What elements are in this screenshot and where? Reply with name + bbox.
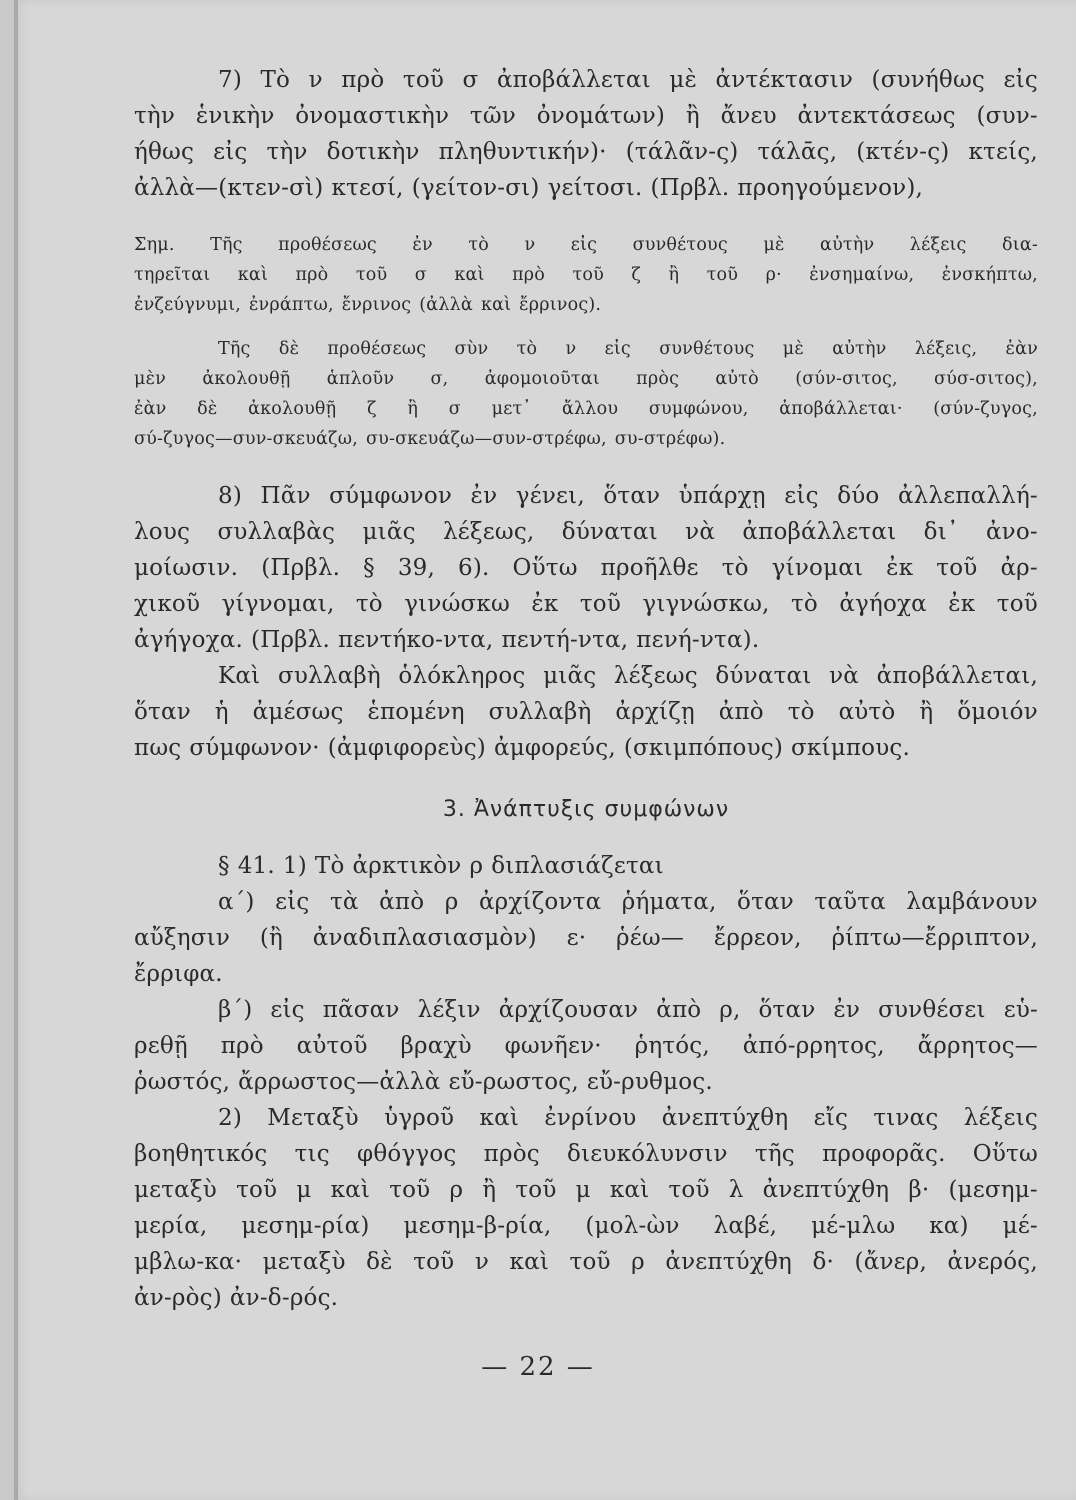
text-line: σύ-ζυγος—συν-σκευάζω, συ-σκευάζω—συν-στρέφω, συ-στρέφω). xyxy=(134,429,726,449)
paragraph xyxy=(134,848,1038,884)
text-line: Σημ. Τῆς προθέσεως ἐν τὸ ν εἰς συνθέτους μὲ αὐτὴν λέξεις δια- xyxy=(134,235,1038,255)
text-line: βοηθητικός τις φθόγγος πρὸς διευκόλυνσιν τῆς προφορᾶς. Οὕτω xyxy=(134,1141,1038,1167)
text-line: πως σύμφωνον· (ἀμφιφορεὺς) ἀμφορεύς, (σκιμπόπους) σκίμπους. xyxy=(134,735,910,761)
text-line: α΄) εἰς τὰ ἀπὸ ρ ἀρχίζοντα ῥήματα, ὅταν ταῦτα λαμβάνουν xyxy=(218,889,1038,915)
text-line: ῥωστός, ἄρρωστος—ἀλλὰ εὔ-ρωστος, εὔ-ρυθμος. xyxy=(134,1069,713,1095)
text-line: μεταξὺ τοῦ μ καὶ τοῦ ρ ἢ τοῦ μ καὶ τοῦ λ ἀνεπτύχθη β· (μεσημ- xyxy=(134,1177,1038,1203)
text-line: § 41. 1) Τὸ ἀρκτικὸν ρ διπλασιάζεται xyxy=(218,853,664,879)
note-paragraph xyxy=(134,230,1038,320)
text-block-bottom xyxy=(134,848,1038,1316)
text-line: τὴν ἑνικὴν ὀνομαστικὴν τῶν ὀνομάτων) ἢ ἄνευ ἀντεκτάσεως (συν- xyxy=(134,103,1038,129)
text-line: ἀγήγοχα. (Πρβλ. πεντήκο-ντα, πεντή-ντα, πενή-ντα). xyxy=(134,627,760,653)
text-line: μὲν ἀκολουθῇ ἁπλοῦν σ, ἀφομοιοῦται πρὸς αὐτὸ (σύν-σιτος, σύσ-σιτος), xyxy=(134,369,1038,389)
text-line: λους συλλαβὰς μιᾶς λέξεως, δύναται νὰ ἀποβάλλεται δι᾽ ἀνο- xyxy=(134,519,1038,545)
note-paragraph xyxy=(134,334,1038,454)
text-line: ρεθῇ πρὸ αὐτοῦ βραχὺ φωνῆεν· ῥητός, ἀπό-ρρητος, ἄρρητος— xyxy=(134,1033,1038,1059)
paragraph xyxy=(134,62,1038,206)
text-line: 2) Μεταξὺ ὑγροῦ καὶ ἐνρίνου ἀνεπτύχθη εἴς τινας λέξεις xyxy=(218,1105,1038,1131)
text-line: τηρεῖται καὶ πρὸ τοῦ σ καὶ πρὸ τοῦ ζ ἢ τοῦ ρ· ἐνσημαίνω, ἐνσκήπτω, xyxy=(134,265,1038,285)
text-line: β΄) εἰς πᾶσαν λέξιν ἀρχίζουσαν ἀπὸ ρ, ὅταν ἐν συνθέσει εὑ- xyxy=(218,997,1038,1023)
text-line: Καὶ συλλαβὴ ὁλόκληρος μιᾶς λέξεως δύναται νὰ ἀποβάλλεται, xyxy=(218,663,1038,689)
text-line: ήθως εἰς τὴν δοτικὴν πληθυντικήν)· (τάλᾶν-ς) τάλᾱς, (κτέν-ς) κτείς, xyxy=(134,139,1038,165)
page-number: — 22 — xyxy=(481,1352,595,1382)
text-line: ἐὰν δὲ ἀκολουθῇ ζ ἢ σ μετ᾽ ἄλλου συμφώνου, ἀποβάλλεται· (σύν-ζυγος, xyxy=(134,399,1038,419)
page-binding-edge xyxy=(14,0,18,1500)
text-line: ἐνζεύγνυμι, ἐνράπτω, ἔνρινος (ἀλλὰ καὶ ἔρρινος). xyxy=(134,295,602,315)
text-block-top xyxy=(134,62,1038,766)
section-heading: 3. Ἀνάπτυξις συμφώνων xyxy=(442,797,730,822)
text-line: 8) Πᾶν σύμφωνον ἐν γένει, ὅταν ὑπάρχῃ εἰς δύο ἀλλεπαλλή- xyxy=(218,483,1038,509)
paragraph xyxy=(134,478,1038,658)
text-line: Τῆς δὲ προθέσεως σὺν τὸ ν εἰς συνθέτους μὲ αὐτὴν λέξεις, ἐὰν xyxy=(218,339,1038,359)
text-line: ἀν-ρὸς) ἀν-δ-ρός. xyxy=(134,1285,339,1311)
text-line: ἀλλὰ—(κτεν-σὶ) κτεσί, (γείτον-σι) γείτοσι. (Πρβλ. προηγούμενον), xyxy=(134,175,924,201)
text-line: ἔρριφα. xyxy=(134,961,223,987)
text-line: ὅταν ἡ ἀμέσως ἑπομένη συλλαβὴ ἀρχίζῃ ἀπὸ τὸ αὐτὸ ἢ ὅμοιόν xyxy=(134,699,1038,725)
paragraph xyxy=(134,884,1038,992)
paragraph xyxy=(134,658,1038,766)
text-line: μβλω-κα· μεταξὺ δὲ τοῦ ν καὶ τοῦ ρ ἀνεπτύχθη δ· (ἄνερ, ἀνερός, xyxy=(134,1249,1038,1275)
text-line: χικοῦ γίγνομαι, τὸ γινώσκω ἐκ τοῦ γιγνώσκω, τὸ ἀγήοχα ἐκ τοῦ xyxy=(134,591,1038,617)
page-body xyxy=(134,62,1038,1316)
paragraph xyxy=(134,992,1038,1100)
text-line: 7) Τὸ ν πρὸ τοῦ σ ἀποβάλλεται μὲ ἀντέκτασιν (συνήθως εἰς xyxy=(218,67,1038,93)
text-line: μοίωσιν. (Πρβλ. § 39, 6). Οὕτω προῆλθε τὸ γίνομαι ἐκ τοῦ ἀρ- xyxy=(134,555,1038,581)
text-line: μερία, μεσημ-ρία) μεσημ-β-ρία, (μολ-ὼν λαβέ, μέ-μλω κα) μέ- xyxy=(134,1213,1038,1239)
paragraph xyxy=(134,1100,1038,1316)
text-line: αὔξησιν (ἢ ἀναδιπλασιασμὸν) ε· ῥέω— ἔρρεον, ῥίπτω—ἔρριπτον, xyxy=(134,925,1038,951)
